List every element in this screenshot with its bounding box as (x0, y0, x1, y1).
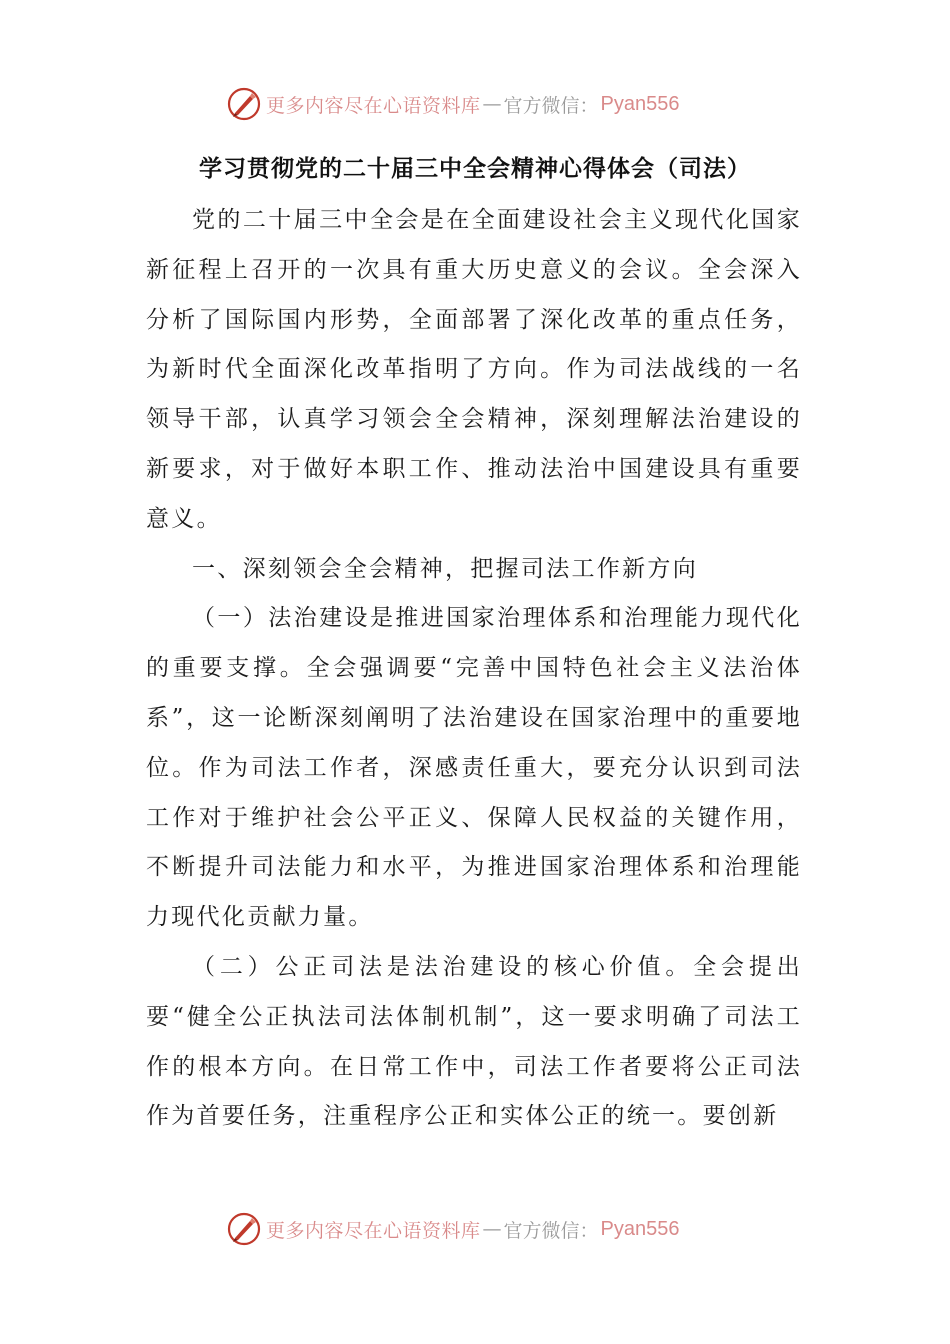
document-title: 学习贯彻党的二十届三中全会精神心得体会（司法） (199, 156, 751, 182)
banner-text: 更多内容尽在心语资料库 (266, 94, 481, 117)
paragraph-1-2: （二）公正司法是法治建设的核心价值。全会提出要“健全公正执法司法体制机制”，这一要求明确了司法工作的根本方向。在日常工作中，司法工作者要将公正司法作为首要任务，注重程序公正和实体公正的统一。要创新 (146, 953, 802, 1130)
paragraph-intro: 党的二十届三中全会是在全面建设社会主义现代化国家新征程上召开的一次具有重大历史意义的会议。全会深入分析了国际国内形势，全面部署了深化改革的重点任务，为新时代全面深化改革指明了方向。作为司法战线的一名领导干部，认真学习领会全会精神，深刻理解法治建设的新要求，对于做好本职工作、推动法治中国建设具有重要意义。 (146, 207, 802, 532)
header-banner (226, 86, 746, 122)
paragraph-1-1: （一）法治建设是推进国家治理体系和治理能力现代化的重要支撑。全会强调要“完善中国特色社会主义法治体系”，这一论断深刻阐明了法治建设在国家治理中的重要地位。作为司法工作者，深感责任重大，要充分认识到司法工作对于维护社会公平正义、保障人民权益的关键作用，不断提升司法能力和水平，为推进国家治理体系和治理能力现代化贡献力量。 (146, 605, 802, 931)
banner-label: 官方微信： (503, 94, 599, 117)
pen-logo-icon (226, 1211, 262, 1247)
banner-text: 更多内容尽在心语资料库 (266, 1219, 481, 1242)
banner-wechat-id: Pyan556 (600, 1217, 680, 1240)
document-body (146, 196, 802, 1142)
pen-logo-icon (226, 86, 262, 122)
section-heading-1: 一、深刻领会全会精神，把握司法工作新方向 (192, 555, 698, 582)
footer-banner (226, 1211, 746, 1247)
banner-separator: — (482, 1218, 502, 1240)
banner-label: 官方微信： (503, 1219, 599, 1242)
banner-wechat-id: Pyan556 (600, 92, 680, 115)
banner-separator: — (482, 93, 502, 115)
